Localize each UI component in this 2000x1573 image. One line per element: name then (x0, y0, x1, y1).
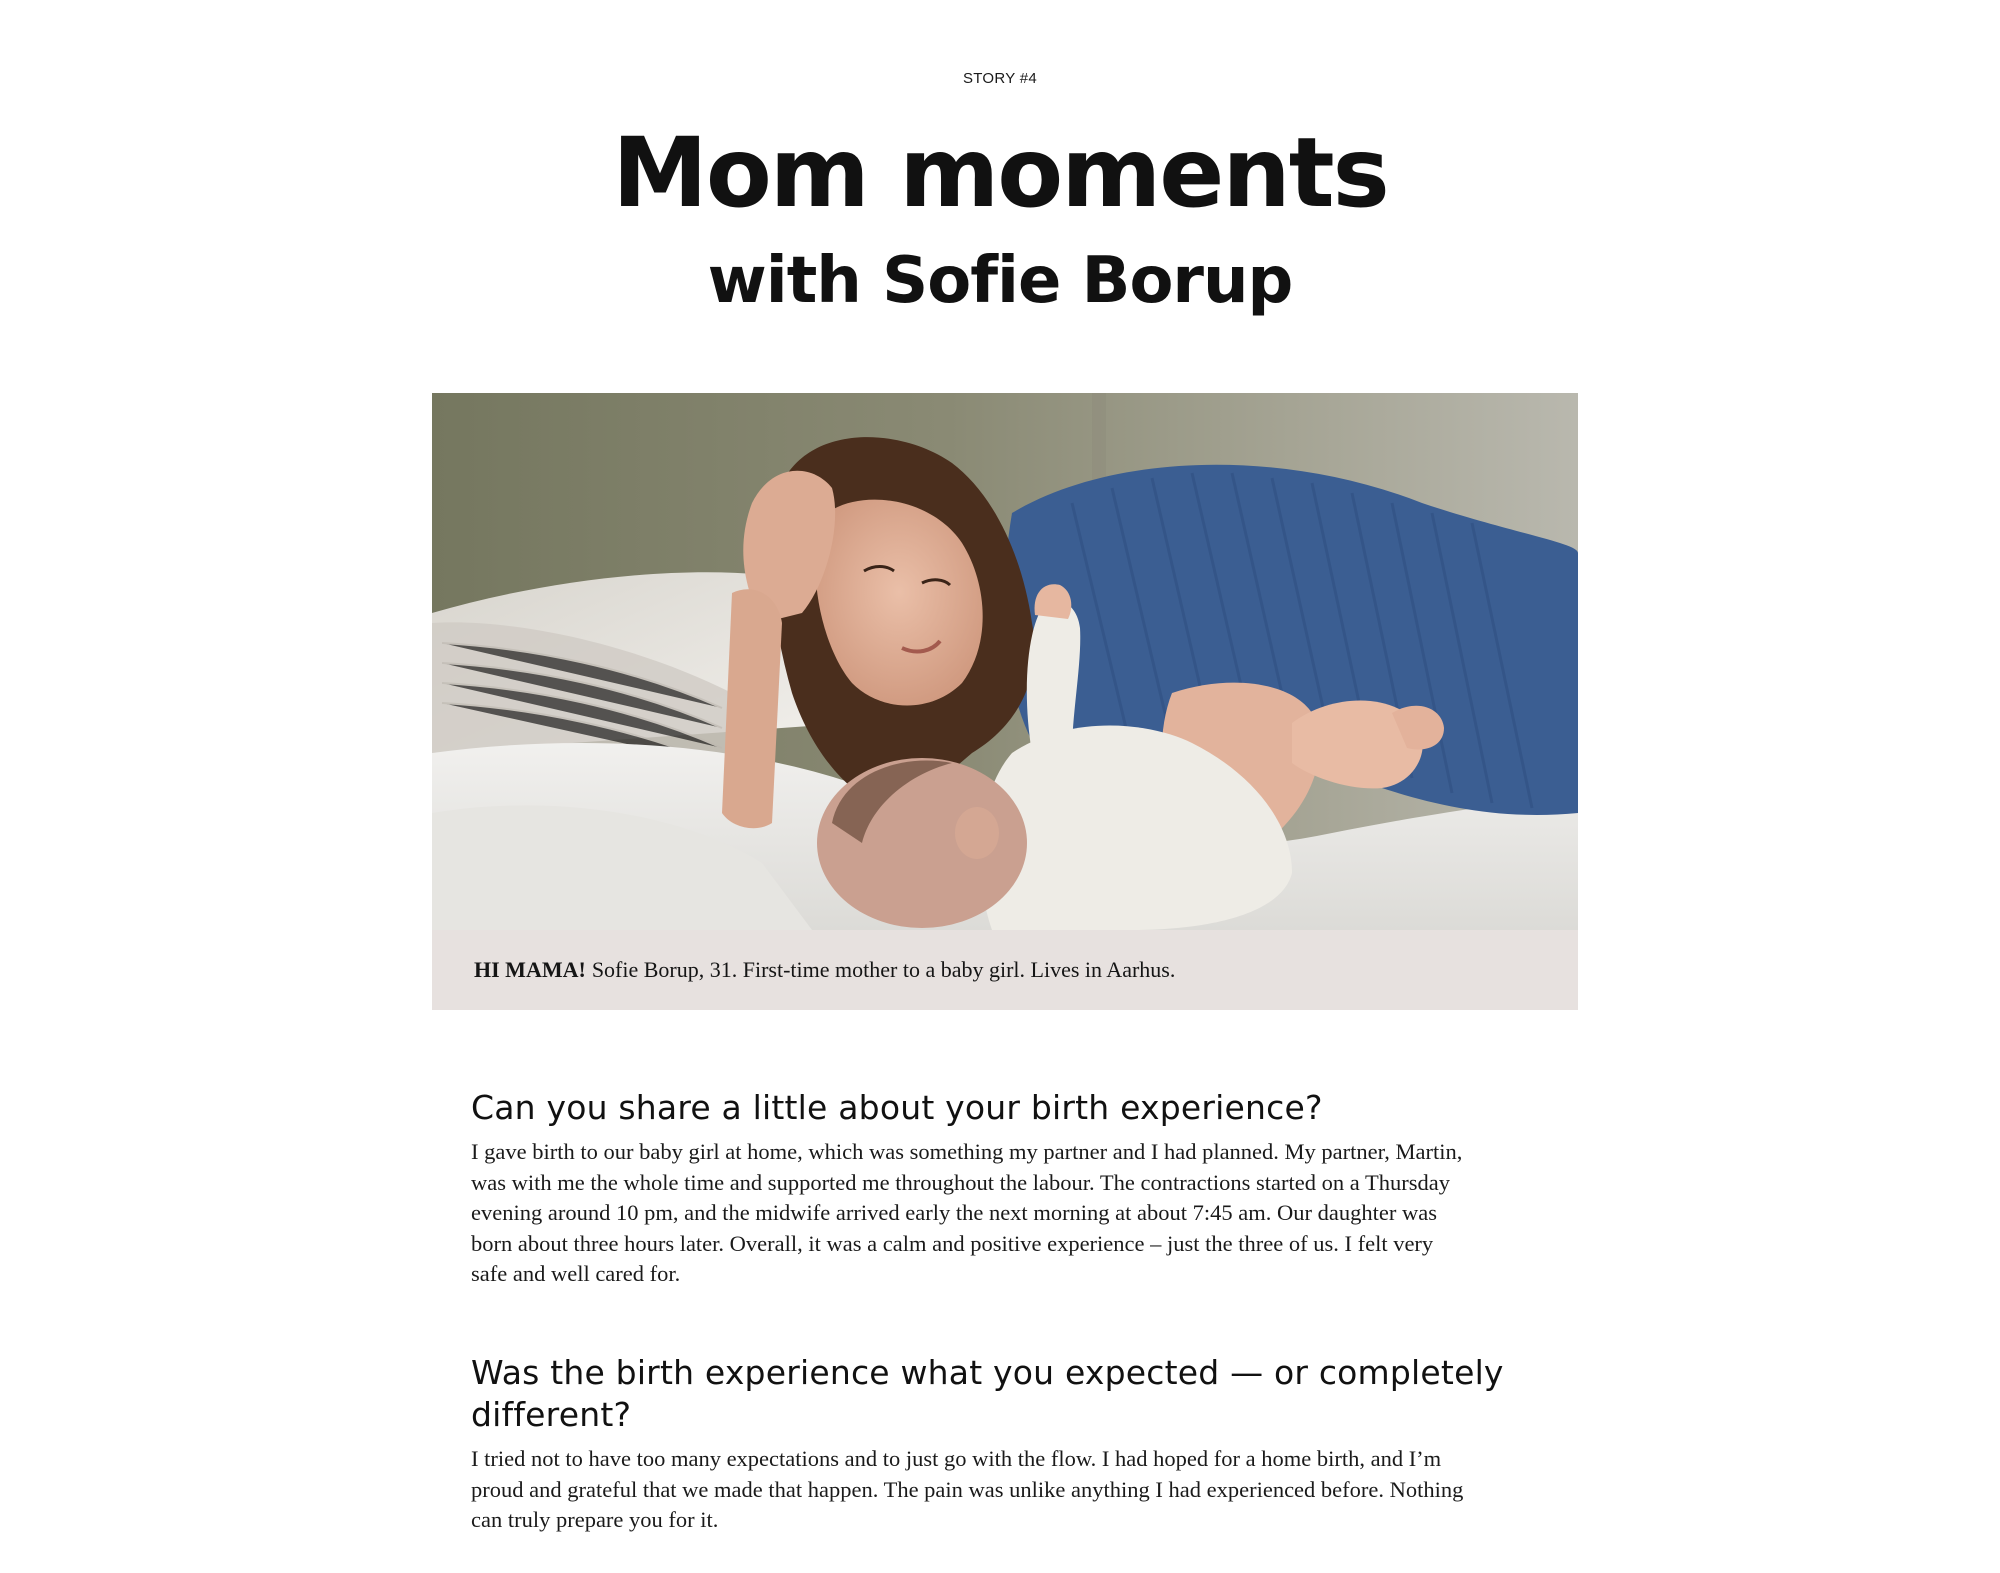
interview-block-1 (471, 1087, 1561, 1290)
caption-lead: HI MAMA! (474, 957, 586, 982)
feature-figure (432, 393, 1578, 1010)
story-kicker: STORY #4 (962, 70, 1038, 87)
mother-and-baby-photo (432, 393, 1578, 930)
photo-illustration (432, 393, 1578, 930)
photo-caption (432, 930, 1578, 1010)
interview-question: Can you share a little about your birth experience? (471, 1088, 1323, 1127)
page-title: Mom moments (612, 117, 1388, 229)
interview-question: Was the birth experience what you expected — or completely different? (471, 1353, 1504, 1435)
page-subtitle: with Sofie Borup (707, 244, 1293, 318)
interview-answer: I tried not to have too many expectations and to just go with the flow. I had hoped for a home birth, and I’m proud and grateful that we made that happen. The pain was unlike anything I had experienced before. Nothing can truly prepare you for it. (471, 1446, 1464, 1533)
caption-text: Sofie Borup, 31. First-time mother to a baby girl. Lives in Aarhus. (591, 957, 1176, 982)
interview-answer: I gave birth to our baby girl at home, which was something my partner and I had planned. My partner, Martin, was with me the whole time and supported me throughout the labour. The contractions started on a Thursday evening around 10 pm, and the midwife arrived early the next morning at about 7:45 am. Our daughter was born about three hours later. Overall, it was a calm and positive experience – just the three of us. I felt very safe and well cared for. (471, 1139, 1463, 1287)
interview-block-2 (471, 1352, 1561, 1536)
